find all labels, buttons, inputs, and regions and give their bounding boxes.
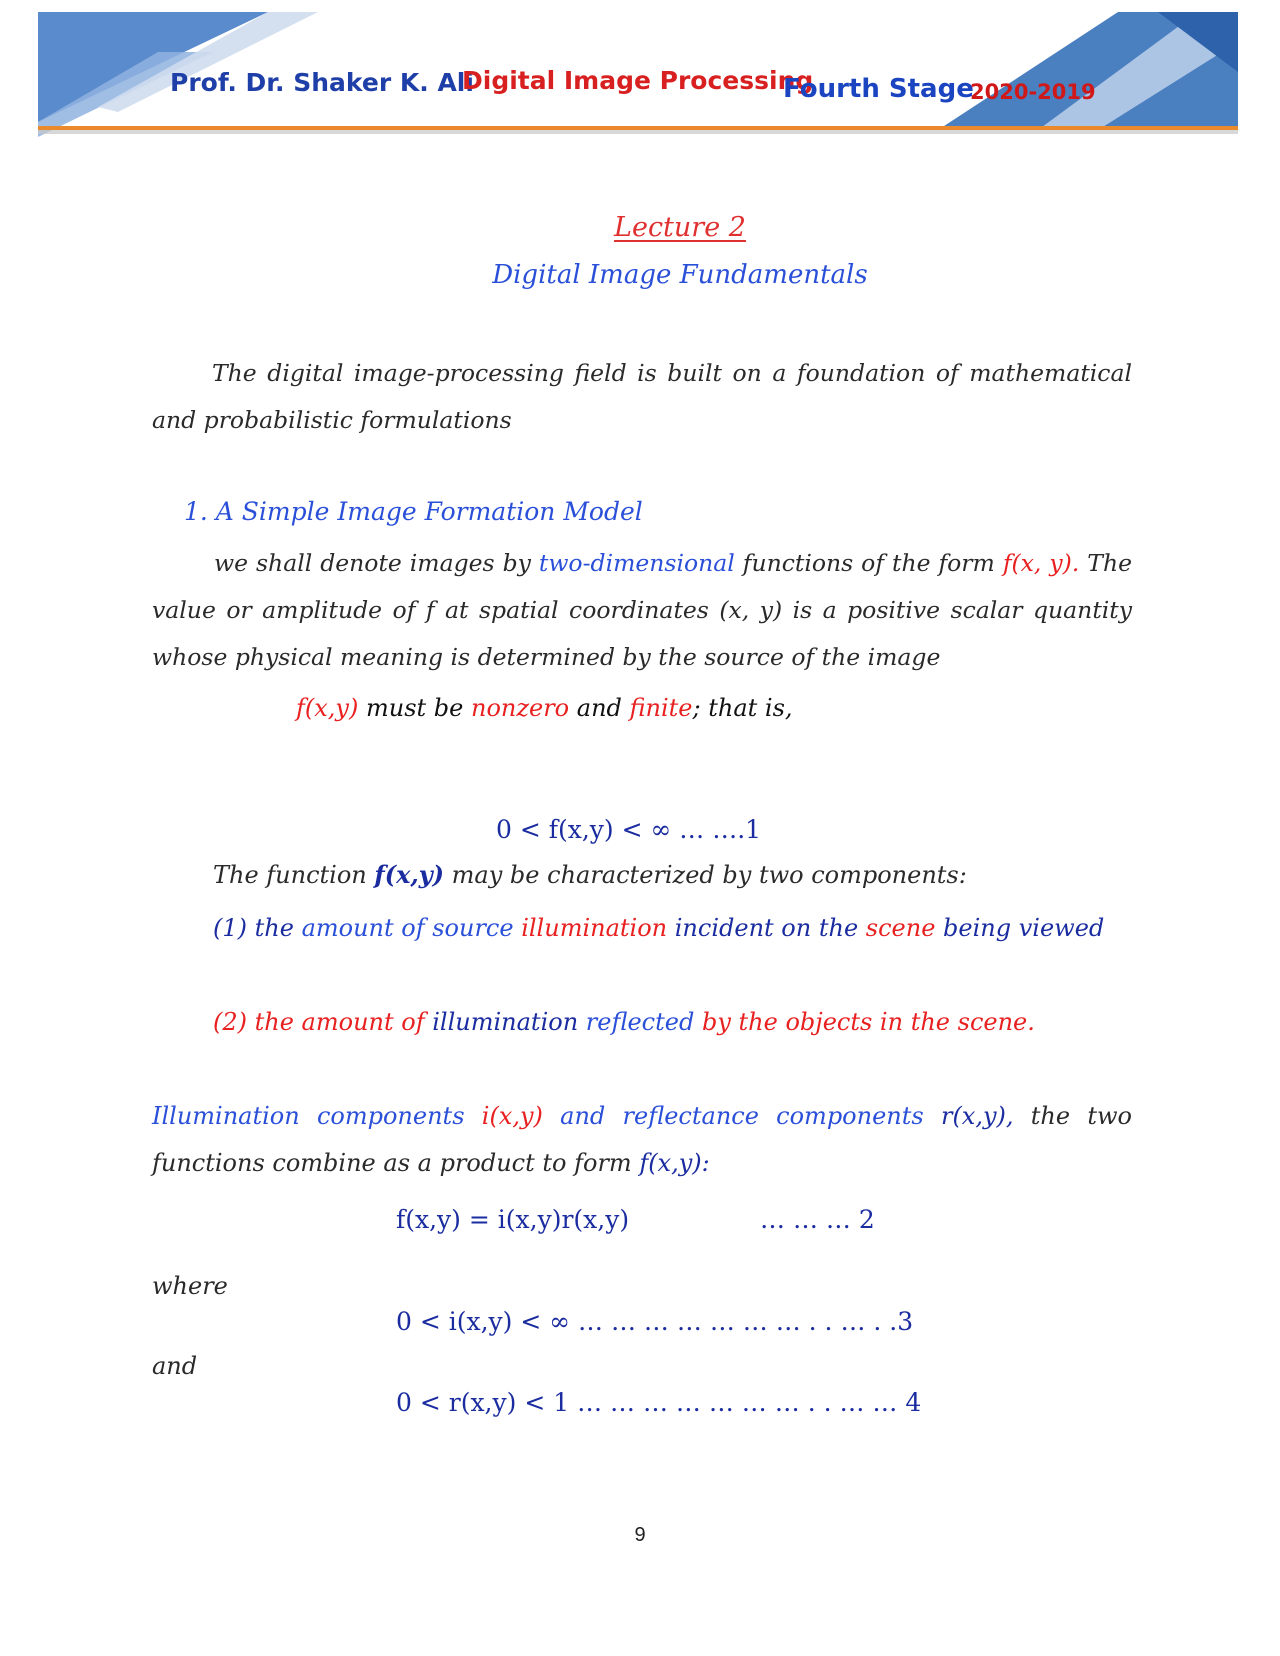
component-1-highlight: amount of source — [301, 914, 514, 942]
illumination-label: Illumination components — [152, 1102, 482, 1130]
label-where: where — [152, 1272, 228, 1300]
model-text: we shall denote images by — [214, 549, 539, 577]
illumination-paragraph — [152, 1093, 1132, 1187]
model-highlight-2d: two-dimensional — [538, 549, 735, 577]
component-2-illumination: illumination — [432, 1008, 579, 1036]
intro-paragraph: The digital image-processing field is built on a foundation of mathematical and probabilistic formulations — [152, 359, 1132, 434]
page-number: 9 — [634, 1524, 646, 1546]
equation-2-number: … … … 2 — [760, 1205, 875, 1234]
component-1 — [213, 905, 1133, 952]
condition-text: and — [569, 694, 630, 722]
component-2-text: by the objects in the scene. — [694, 1008, 1035, 1036]
model-highlight-fxy: f(x, y). — [1002, 549, 1080, 577]
model-paragraph — [152, 540, 1132, 681]
header-year: 2020-2019 — [970, 80, 1096, 104]
label-and: and — [152, 1352, 198, 1380]
reflectance-rxy: r(x,y), — [940, 1102, 1014, 1130]
header-stage: Fourth Stage — [783, 74, 974, 104]
lecture-subtitle: Digital Image Fundamentals — [492, 260, 868, 290]
equation-2: f(x,y) = i(x,y)r(x,y) — [396, 1205, 630, 1234]
header-author: Prof. Dr. Shaker K. Ali — [170, 68, 474, 97]
component-2 — [213, 999, 1133, 1046]
component-1-text: (1) the — [213, 914, 302, 942]
equation-1: 0 < f(x,y) < ∞ … ….1 — [496, 815, 762, 844]
model-text: The value or amplitude of f at spatial coordinates (x, y) is a positive scalar quantity whose physical meaning is determined by the source of the image — [152, 549, 1132, 671]
component-1-text: incident on the — [667, 914, 866, 942]
component-1-scene: scene — [865, 914, 936, 942]
equation-3: 0 < i(x,y) < ∞ … … … … … … … . . … . .3 — [396, 1307, 914, 1336]
illumination-ixy: i(x,y) — [481, 1102, 543, 1130]
equation-4: 0 < r(x,y) < 1 … … … … … … … . . … … 4 — [396, 1388, 922, 1417]
component-2-text: (2) the amount of — [213, 1008, 433, 1036]
condition-fxy: f(x,y) — [296, 694, 359, 722]
components-text: may be characterized by two components: — [444, 861, 967, 889]
component-1-text: being viewed — [935, 914, 1105, 942]
components-fxy: f(x,y) — [374, 860, 445, 889]
illumination-text: the two functions combine as a product to form — [152, 1102, 1132, 1177]
condition-finite: finite — [629, 694, 693, 722]
condition-line — [296, 694, 793, 722]
model-text: functions of the form — [734, 549, 1003, 577]
component-1-illumination: illumination — [513, 914, 668, 942]
lecture-title: Lecture 2 — [614, 212, 746, 243]
component-2-reflected: reflected — [578, 1008, 695, 1036]
condition-nonzero: nonzero — [470, 694, 570, 722]
components-text: The function — [213, 861, 375, 889]
illumination-fxy: f(x,y): — [639, 1149, 710, 1177]
section-heading: 1. A Simple Image Formation Model — [184, 497, 643, 526]
components-intro — [213, 860, 967, 889]
header-course: Digital Image Processing — [462, 66, 814, 95]
condition-text: ; that is, — [692, 694, 793, 722]
condition-text: must be — [358, 694, 471, 722]
reflectance-label: and reflectance components — [542, 1102, 941, 1130]
